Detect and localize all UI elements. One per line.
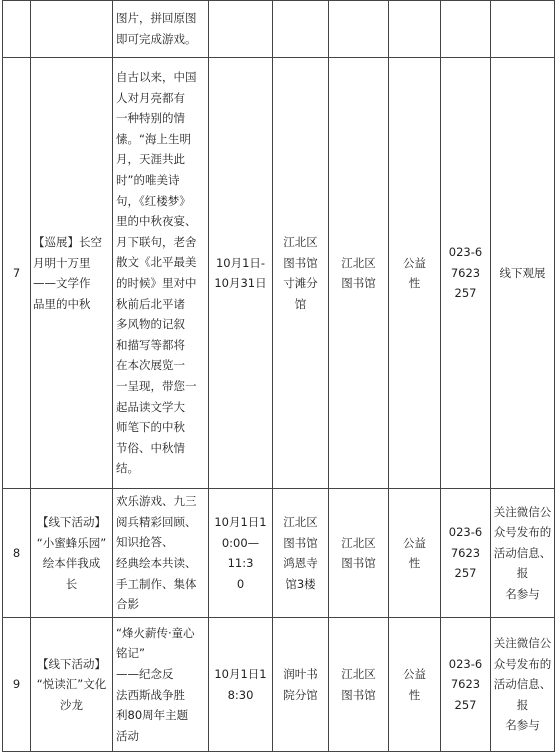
cell-title: 【巡展】长空 月明十万里 ——文学作 品里的中秋 <box>31 58 113 489</box>
cell-no: 9 <box>3 618 31 752</box>
cell-time: 10月1日1 8:30 <box>209 618 273 752</box>
cell-title <box>31 1 113 58</box>
cell-time: 10月1日1 0:00—11:3 0 <box>209 489 273 618</box>
activity-table <box>2 0 555 752</box>
cell-how: 线下观展 <box>491 58 555 489</box>
table-row <box>3 618 555 752</box>
cell-title: 【线下活动】 “小蜜蜂乐园” 绘本伴我成 长 <box>31 489 113 618</box>
cell-description: 自古以来，中国 人对月亮都有 一种特别的情 愫。“海上生明 月，天涯共此 时”的唯美诗 句，《红楼梦》 里的中秋夜宴、 月下联句，老舍 散文《北平最美 的时候》里对中 秋前后北平诸 多风物的记叙 和描写等都将 在本次展览一 一呈现，带您一 起品读文学大 师笔下的中秋 节俗、中秋情 结。 <box>113 58 209 489</box>
cell-title: 【线下活动】 “悦读汇”文化 沙龙 <box>31 618 113 752</box>
cell-time <box>209 1 273 58</box>
cell-phone: 023-6 7623 257 <box>441 489 491 618</box>
cell-description: 欢乐游戏、九三 阅兵精彩回顾、 知识抢答、 经典绘本共读、 手工制作、集体 合影 <box>113 489 209 618</box>
cell-phone: 023-6 7623 257 <box>441 58 491 489</box>
cell-type: 公益 性 <box>389 489 441 618</box>
cell-type <box>389 1 441 58</box>
cell-description: “烽火薪传·童心 铭记” ——纪念反 法西斯战争胜 利80周年主题 活动 <box>113 618 209 752</box>
cell-how <box>491 1 555 58</box>
cell-description: 图片，拼回原图 即可完成游戏。 <box>113 1 209 58</box>
cell-venue: 江北区 图书馆 寸滩分 馆 <box>273 58 329 489</box>
table-row <box>3 1 555 58</box>
cell-how: 关注微信公 众号发布的 活动信息、报 名参与 <box>491 489 555 618</box>
cell-type: 公益 性 <box>389 618 441 752</box>
cell-organizer <box>329 1 389 58</box>
table-row <box>3 58 555 489</box>
cell-organizer: 江北区 图书馆 <box>329 618 389 752</box>
cell-phone: 023-6 7623 257 <box>441 618 491 752</box>
cell-no: 8 <box>3 489 31 618</box>
table-row <box>3 489 555 618</box>
cell-how: 关注微信公 众号发布的 活动信息、报 名参与 <box>491 618 555 752</box>
cell-venue: 润叶书 院分馆 <box>273 618 329 752</box>
cell-type: 公益 性 <box>389 58 441 489</box>
cell-organizer: 江北区 图书馆 <box>329 58 389 489</box>
cell-time: 10月1日- 10月31日 <box>209 58 273 489</box>
cell-organizer: 江北区 图书馆 <box>329 489 389 618</box>
cell-phone <box>441 1 491 58</box>
cell-no: 7 <box>3 58 31 489</box>
cell-no <box>3 1 31 58</box>
cell-venue <box>273 1 329 58</box>
cell-venue: 江北区 图书馆 鸿恩寺 馆3楼 <box>273 489 329 618</box>
